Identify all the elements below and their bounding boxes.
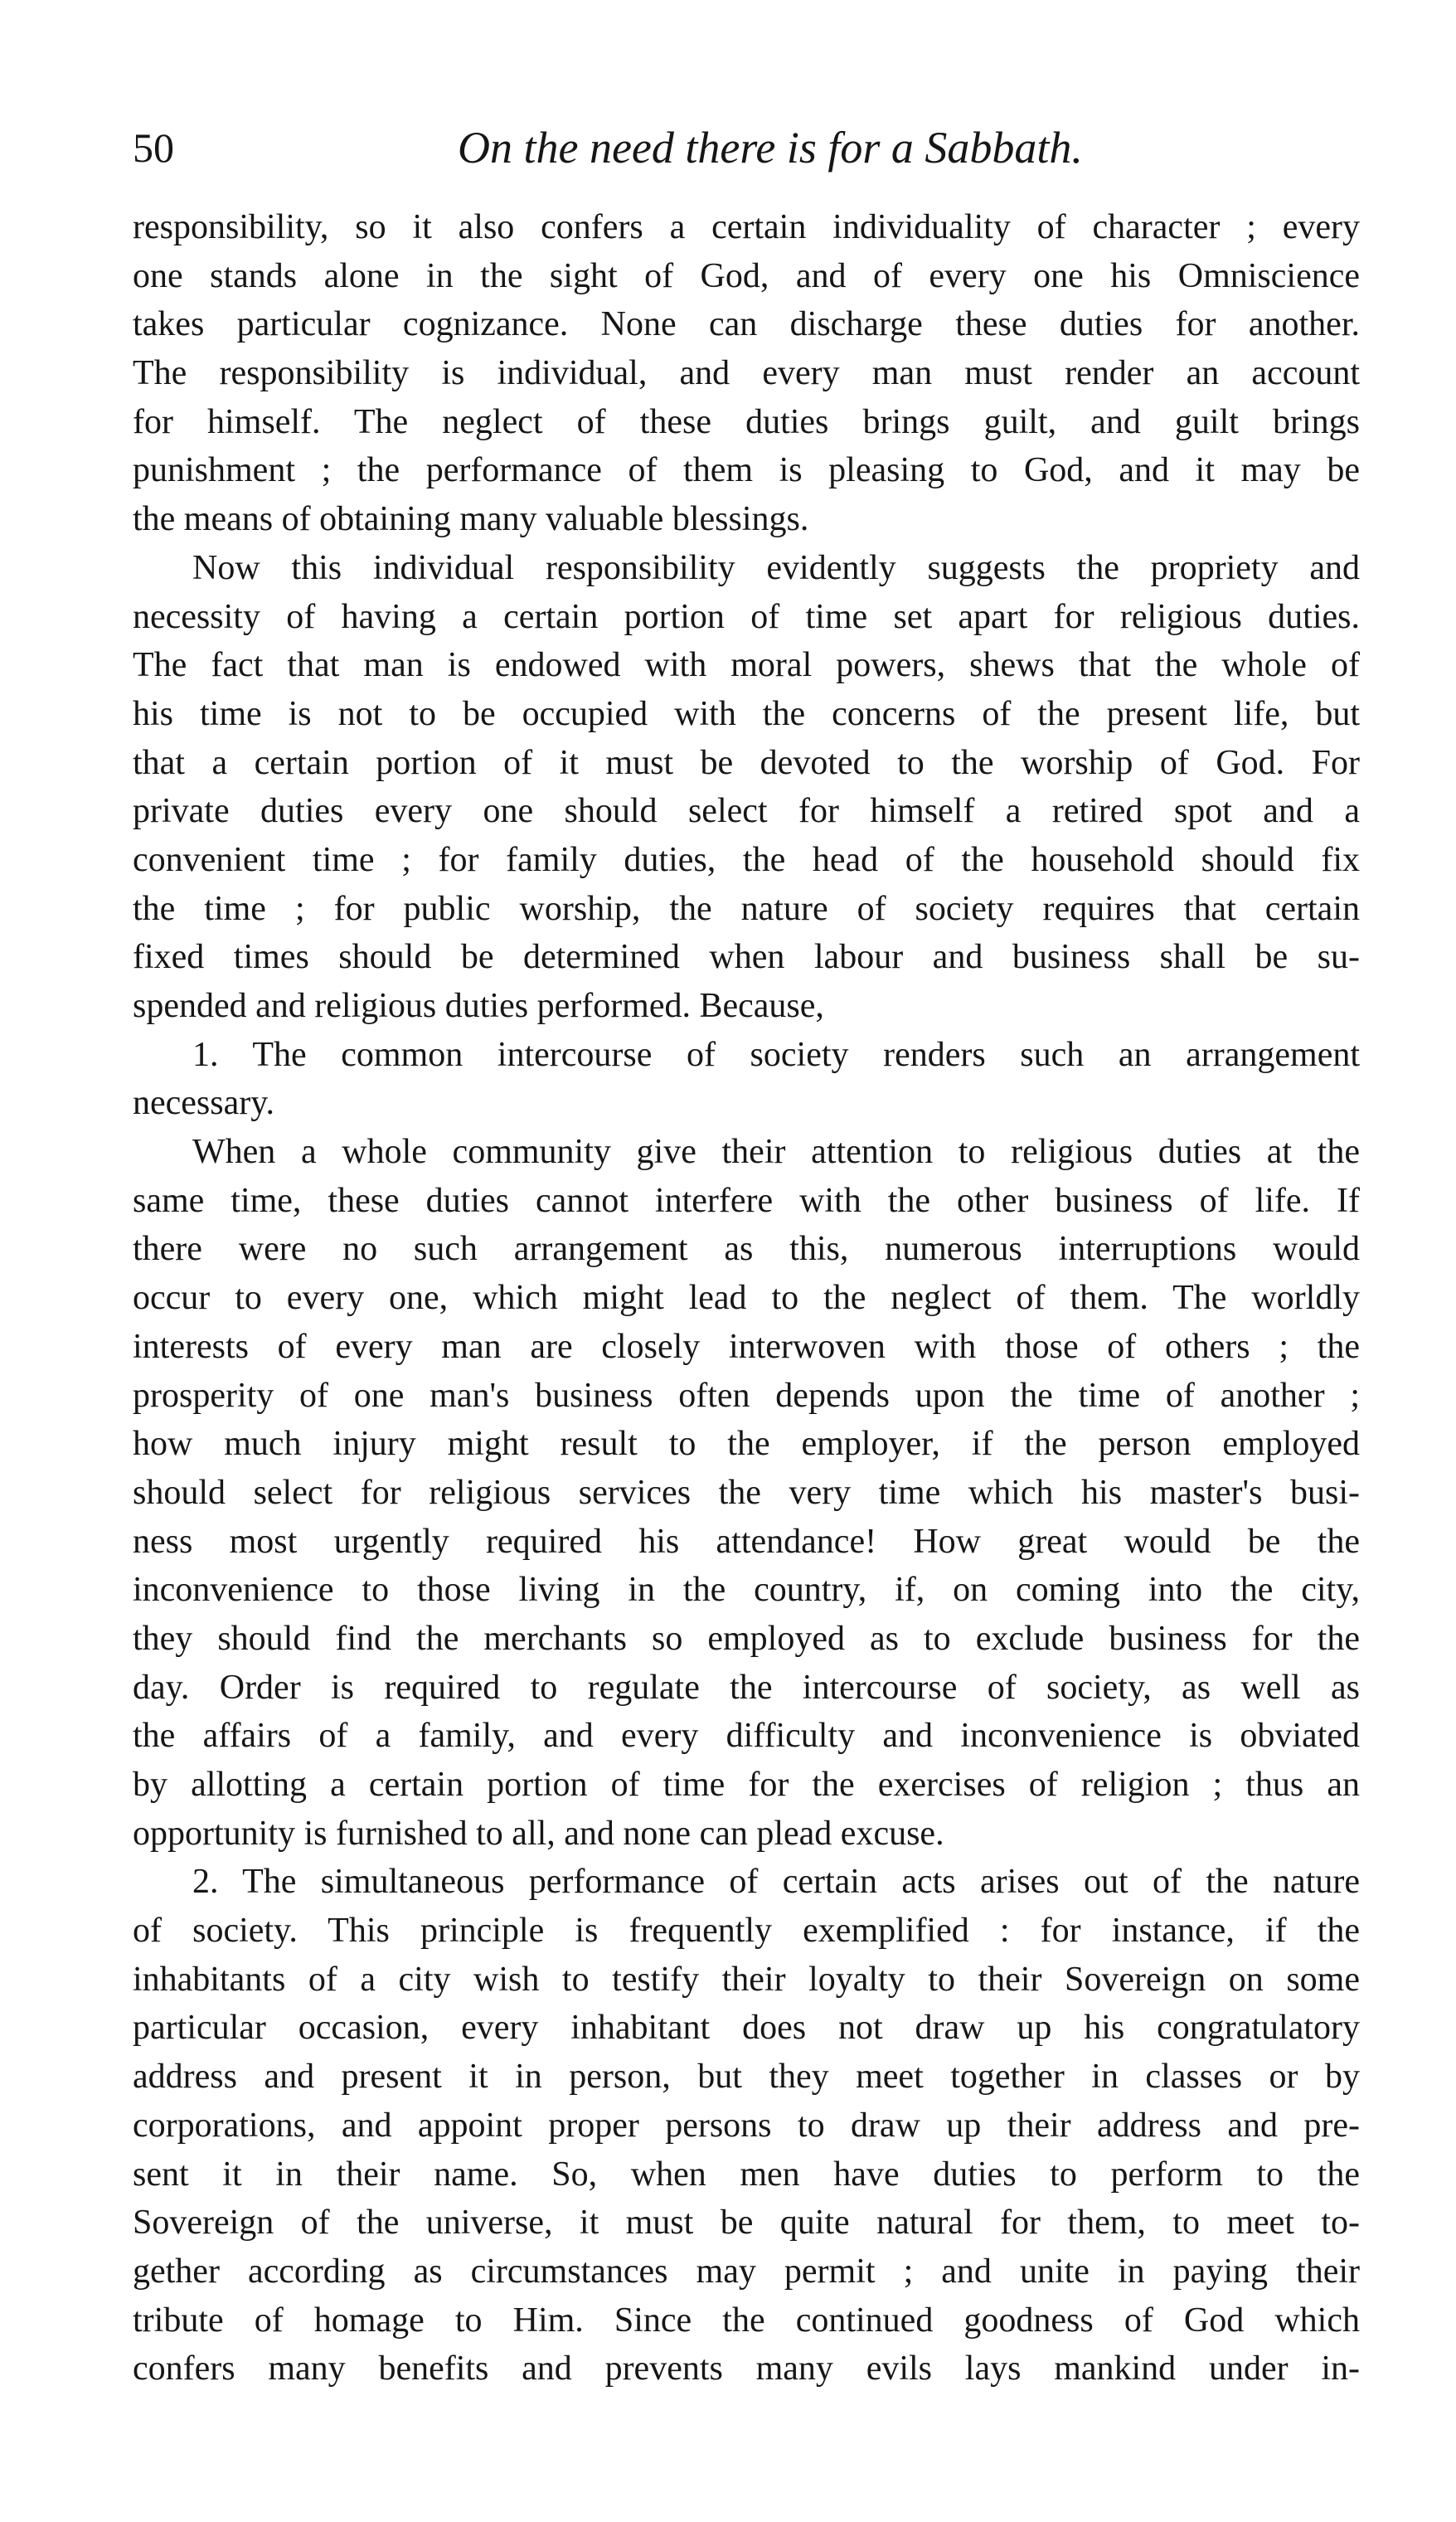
text-line: 2. The simultaneous performance of certain acts arises out of the nature <box>192 1863 1360 1902</box>
text-line: one stands alone in the sight of God, and of every one his Omniscience <box>133 256 1360 295</box>
text-line: The fact that man is endowed with moral powers, shews that the whole of <box>133 646 1360 685</box>
text-line: that a certain portion of it must be devoted to the worship of God. For <box>133 743 1360 782</box>
text-line: confers many benefits and prevents many evils lays mankind under in- <box>133 2349 1360 2388</box>
text-line: spended and religious duties performed. Because, <box>133 987 824 1025</box>
text-line: gether according as circumstances may permit ; and unite in paying their <box>133 2252 1360 2291</box>
text-line: there were no such arrangement as this, numerous interruptions would <box>133 1230 1360 1269</box>
text-line: necessary. <box>133 1084 275 1123</box>
running-title: On the need there is for a Sabbath. <box>458 123 1083 173</box>
text-line: should select for religious services the very time which his master's busi- <box>133 1473 1360 1512</box>
text-line: sent it in their name. So, when men have duties to perform to the <box>133 2155 1360 2194</box>
text-line: the time ; for public worship, the nature of society requires that certain <box>133 889 1360 928</box>
text-line: 1. The common intercourse of society renders such an arrangement <box>192 1035 1360 1074</box>
text-line: occur to every one, which might lead to the neglect of them. The worldly <box>133 1279 1360 1318</box>
body-text <box>133 203 1360 2393</box>
text-line: day. Order is required to regulate the intercourse of society, as well as <box>133 1668 1360 1707</box>
text-line: tribute of homage to Him. Since the continued goodness of God which <box>133 2301 1360 2340</box>
text-line: address and present it in person, but they meet together in classes or by <box>133 2058 1360 2097</box>
text-line: takes particular cognizance. None can discharge these duties for another. <box>133 305 1360 344</box>
text-line: the means of obtaining many valuable blessings. <box>133 500 809 539</box>
text-line: inconvenience to those living in the country, if, on coming into the city, <box>133 1571 1360 1610</box>
text-line: particular occasion, every inhabitant does not draw up his congratulatory <box>133 2009 1360 2048</box>
text-line: necessity of having a certain portion of time set apart for religious duties. <box>133 597 1360 636</box>
page-number: 50 <box>133 124 174 171</box>
page-header <box>133 116 1360 182</box>
text-line: how much injury might result to the employer, if the person employed <box>133 1425 1360 1464</box>
text-line: Now this individual responsibility evidently suggests the propriety and <box>192 548 1360 587</box>
text-line: When a whole community give their attention to religious duties at the <box>192 1133 1360 1172</box>
text-line: for himself. The neglect of these duties brings guilt, and guilt brings <box>133 402 1360 441</box>
text-line: same time, these duties cannot interfere with the other business of life. If <box>133 1181 1360 1220</box>
text-line: The responsibility is individual, and every man must render an account <box>133 354 1360 393</box>
text-line: convenient time ; for family duties, the head of the household should fix <box>133 840 1360 879</box>
text-line: punishment ; the performance of them is pleasing to God, and it may be <box>133 451 1360 490</box>
text-line: private duties every one should select for himself a retired spot and a <box>133 792 1360 831</box>
text-line: his time is not to be occupied with the concerns of the present life, but <box>133 694 1360 733</box>
text-line: interests of every man are closely interwoven with those of others ; the <box>133 1327 1360 1366</box>
text-line: Sovereign of the universe, it must be quite natural for them, to meet to- <box>133 2204 1360 2243</box>
text-line: responsibility, so it also confers a certain individuality of character ; every <box>133 208 1360 246</box>
text-line: inhabitants of a city wish to testify their loyalty to their Sovereign on some <box>133 1960 1360 1999</box>
text-line: opportunity is furnished to all, and none can plead excuse. <box>133 1814 944 1853</box>
text-line: ness most urgently required his attendance! How great would be the <box>133 1522 1360 1561</box>
text-line: corporations, and appoint proper persons to draw up their address and pre- <box>133 2106 1360 2145</box>
text-line: the affairs of a family, and every difficulty and inconvenience is obviated <box>133 1717 1360 1756</box>
text-line: of society. This principle is frequently exemplified : for instance, if the <box>133 1912 1360 1951</box>
text-line: prosperity of one man's business often depends upon the time of another ; <box>133 1376 1360 1415</box>
text-line: by allotting a certain portion of time for the exercises of religion ; thus an <box>133 1766 1360 1804</box>
text-line: fixed times should be determined when labour and business shall be su- <box>133 938 1360 977</box>
text-line: they should find the merchants so employed as to exclude business for the <box>133 1619 1360 1658</box>
